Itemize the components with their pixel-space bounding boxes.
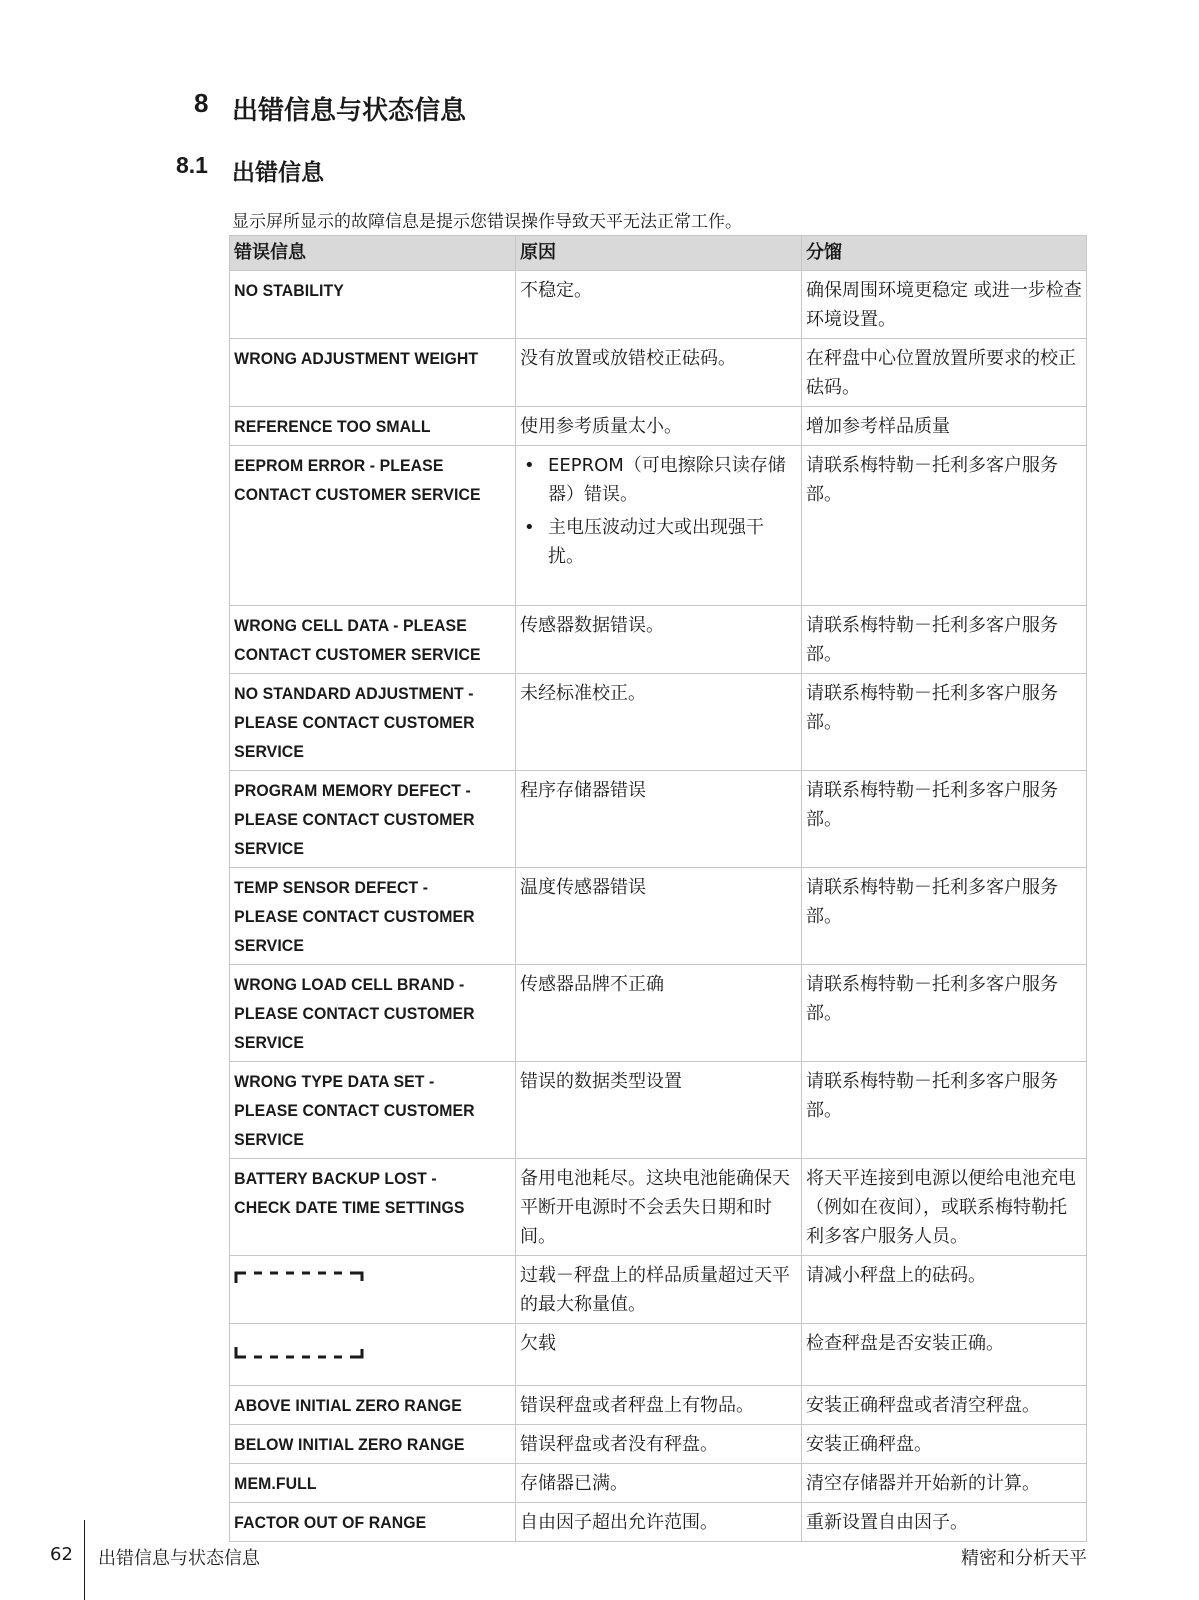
error-remedy: 请减小秤盘上的砝码。 — [802, 1256, 1087, 1324]
error-cause: 没有放置或放错校正砝码。 — [516, 339, 802, 407]
error-remedy: 请联系梅特勒－托利多客户服务部。 — [802, 674, 1087, 771]
error-remedy: 确保周围环境更稳定 或进一步检查环境设置。 — [802, 271, 1087, 339]
error-message: NO STABILITY — [230, 271, 496, 339]
error-message: WRONG ADJUSTMENT WEIGHT — [230, 339, 496, 407]
error-cause: 未经标准校正。 — [516, 674, 802, 771]
intro-text: 显示屏所显示的故障信息是提示您错误操作导致天平无法正常工作。 — [232, 212, 742, 232]
error-cause: 欠载 — [516, 1324, 802, 1386]
error-remedy: 重新设置自由因子。 — [802, 1503, 1087, 1542]
error-remedy: 请联系梅特勒－托利多客户服务部。 — [802, 1062, 1087, 1159]
error-cause: 备用电池耗尽。这块电池能确保天平断开电源时不会丢失日期和时间。 — [516, 1159, 802, 1256]
error-message: PROGRAM MEMORY DEFECT - PLEASE CONTACT CUSTOMER SERVICE — [230, 771, 496, 868]
header-cause: 原因 — [516, 236, 802, 271]
footer-manual-title: 精密和分析天平 — [961, 1548, 1087, 1569]
table-row — [230, 1062, 1087, 1159]
cause-bullet: • 主电压波动过大或出现强干扰。 — [520, 513, 797, 571]
table-header-row — [230, 236, 1087, 271]
error-remedy: 增加参考样品质量 — [802, 407, 1087, 446]
table-row — [230, 1324, 1087, 1386]
error-cause: 错误秤盘或者秤盘上有物品。 — [516, 1386, 802, 1425]
footer-chapter-title: 出错信息与状态信息 — [98, 1548, 260, 1569]
error-message: ABOVE INITIAL ZERO RANGE — [230, 1386, 496, 1425]
error-cause: 传感器品牌不正确 — [516, 965, 802, 1062]
error-message: TEMP SENSOR DEFECT - PLEASE CONTACT CUSTOMER SERVICE — [230, 868, 496, 965]
table-row — [230, 1386, 1087, 1425]
cause-bullet-list — [520, 451, 797, 571]
table-row — [230, 674, 1087, 771]
error-message: BATTERY BACKUP LOST - CHECK DATE TIME SETTINGS — [230, 1159, 496, 1256]
table-row — [230, 1256, 1087, 1324]
error-cause: 程序存储器错误 — [516, 771, 802, 868]
error-message: MEM.FULL — [230, 1464, 496, 1503]
error-remedy: 请联系梅特勒－托利多客户服务部。 — [802, 446, 1087, 606]
error-remedy: 清空存储器并开始新的计算。 — [802, 1464, 1087, 1503]
table-row — [230, 1464, 1087, 1503]
table-row — [230, 606, 1087, 674]
error-remedy: 请联系梅特勒－托利多客户服务部。 — [802, 606, 1087, 674]
table-row — [230, 446, 1087, 606]
section-number: 8.1 — [176, 152, 208, 178]
page-number: 62 — [50, 1544, 73, 1565]
error-cause: 错误秤盘或者没有秤盘。 — [516, 1425, 802, 1464]
table-row — [230, 965, 1087, 1062]
table-row — [230, 1159, 1087, 1256]
table-row — [230, 771, 1087, 868]
error-messages-table — [229, 235, 1087, 1542]
table-row — [230, 271, 1087, 339]
error-cause: 使用参考质量太小。 — [516, 407, 802, 446]
error-remedy: 安装正确秤盘或者清空秤盘。 — [802, 1386, 1087, 1425]
error-message: REFERENCE TOO SMALL — [230, 407, 496, 446]
table-row — [230, 1503, 1087, 1542]
error-message: WRONG TYPE DATA SET - PLEASE CONTACT CUSTOMER SERVICE — [230, 1062, 496, 1159]
error-cause: 过载－秤盘上的样品质量超过天平的最大称量值。 — [516, 1256, 802, 1324]
error-cause: 温度传感器错误 — [516, 868, 802, 965]
footer-divider — [84, 1520, 85, 1600]
error-cause: 不稳定。 — [516, 271, 802, 339]
error-message: WRONG CELL DATA - PLEASE CONTACT CUSTOMER SERVICE — [230, 606, 496, 674]
header-error-message: 错误信息 — [230, 236, 516, 271]
error-cause: 错误的数据类型设置 — [516, 1062, 802, 1159]
cause-bullet: • EEPROM（可电擦除只读存储器）错误。 — [520, 451, 797, 509]
error-remedy: 请联系梅特勒－托利多客户服务部。 — [802, 771, 1087, 868]
error-cause: 传感器数据错误。 — [516, 606, 802, 674]
error-remedy: 检查秤盘是否安装正确。 — [802, 1324, 1087, 1386]
error-remedy: 请联系梅特勒－托利多客户服务部。 — [802, 868, 1087, 965]
error-remedy: 将天平连接到电源以便给电池充电（例如在夜间），或联系梅特勒托利多客户服务人员。 — [802, 1159, 1087, 1256]
error-cause — [516, 446, 802, 606]
error-message: EEPROM ERROR - PLEASE CONTACT CUSTOMER SERVICE — [230, 446, 496, 606]
table-row — [230, 339, 1087, 407]
overload-symbol-cell — [230, 1256, 516, 1324]
header-remedy: 分馏 — [802, 236, 1087, 271]
error-message: NO STANDARD ADJUSTMENT - PLEASE CONTACT CUSTOMER SERVICE — [230, 674, 496, 771]
chapter-title: 出错信息与状态信息 — [232, 96, 467, 126]
error-remedy: 请联系梅特勒－托利多客户服务部。 — [802, 965, 1087, 1062]
chapter-number: 8 — [194, 88, 209, 118]
error-message: FACTOR OUT OF RANGE — [230, 1503, 496, 1542]
underload-symbol-icon — [234, 1347, 366, 1361]
underload-symbol-cell — [230, 1324, 516, 1386]
error-cause: 存储器已满。 — [516, 1464, 802, 1503]
error-message: BELOW INITIAL ZERO RANGE — [230, 1425, 496, 1464]
error-message: WRONG LOAD CELL BRAND - PLEASE CONTACT CUSTOMER SERVICE — [230, 965, 496, 1062]
table-row — [230, 407, 1087, 446]
section-title: 出错信息 — [232, 160, 324, 186]
table-row — [230, 868, 1087, 965]
error-remedy: 安装正确秤盘。 — [802, 1425, 1087, 1464]
error-cause: 自由因子超出允许范围。 — [516, 1503, 802, 1542]
table-row — [230, 1425, 1087, 1464]
overload-symbol-icon — [234, 1269, 366, 1283]
error-remedy: 在秤盘中心位置放置所要求的校正砝码。 — [802, 339, 1087, 407]
